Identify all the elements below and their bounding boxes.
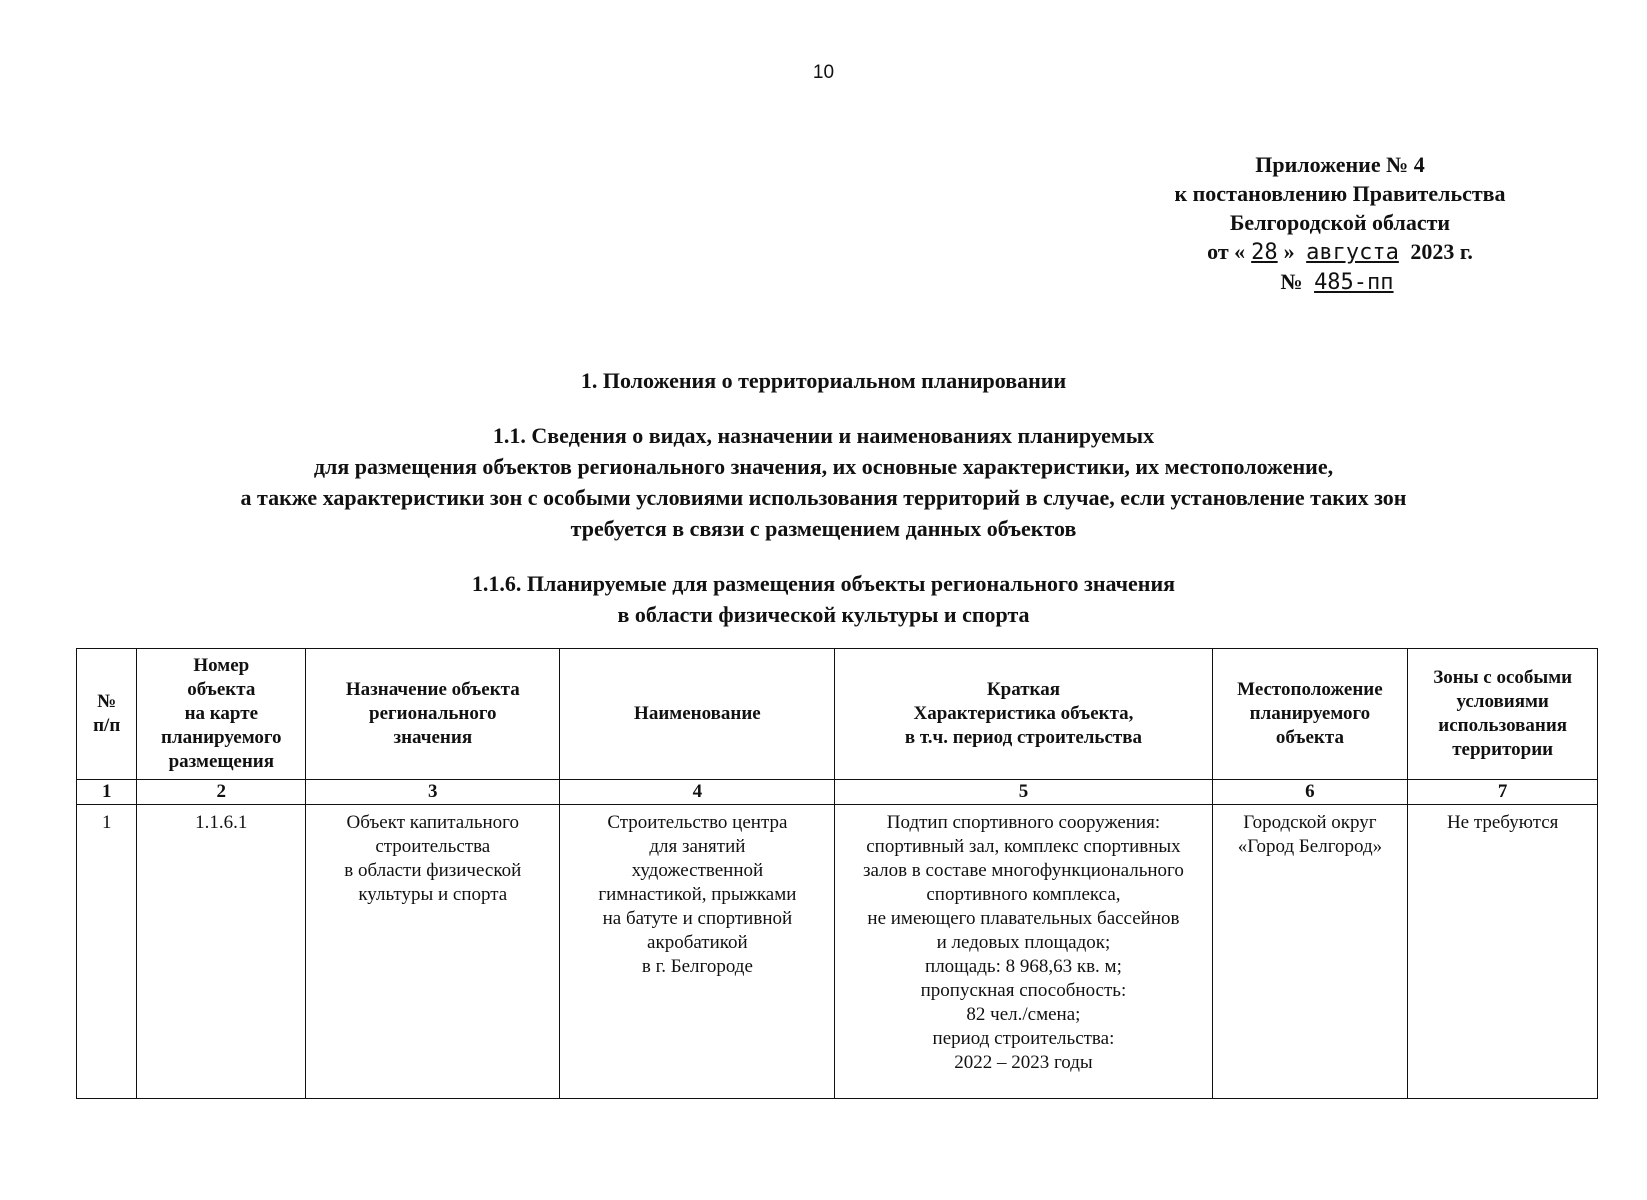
column-header-2 (137, 649, 306, 780)
table-cell-line: культуры и спорта (358, 884, 508, 905)
column-number-4: 4 (560, 780, 835, 805)
date-year: 2023 г. (1410, 239, 1473, 264)
column-header-line: Номер (193, 655, 250, 676)
table-cell-line: строительства (375, 836, 491, 857)
table-cell-line: период строительства: (932, 1028, 1115, 1049)
table-cell-col-2 (137, 805, 306, 1099)
column-header-line: использования (1438, 715, 1568, 736)
table-cell-line: 1.1.6.1 (195, 812, 248, 833)
column-header-line: объекта (1275, 727, 1344, 748)
table-cell-col-5 (835, 805, 1212, 1099)
date-middle: » (1283, 239, 1295, 264)
column-number-5: 5 (835, 780, 1212, 805)
appendix-line-2: к постановлению Правительства (1174, 181, 1506, 206)
column-header-line: размещения (168, 751, 275, 772)
column-number-7: 7 (1408, 780, 1598, 805)
column-header-3 (306, 649, 560, 780)
table-cell-line: в области физической (344, 860, 522, 881)
date-day: 28 (1251, 240, 1278, 265)
column-number-1: 1 (77, 780, 137, 805)
table-cell-line: Строительство центра (607, 812, 788, 833)
table-heading-line: в области физической культуры и спорта (617, 602, 1030, 627)
table-cell-line: Объект капитального (346, 812, 519, 833)
appendix-date (1120, 237, 1560, 267)
column-number-2: 2 (137, 780, 306, 805)
column-header-line: на карте (184, 703, 259, 724)
column-header-line: Краткая (986, 679, 1060, 700)
table-cell-line: не имеющего плавательных бассейнов (867, 908, 1180, 929)
column-header-line: территории (1452, 739, 1554, 760)
column-header-6 (1212, 649, 1408, 780)
table-cell-line: спортивного комплекса, (926, 884, 1121, 905)
appendix-line-3: Белгородской области (1229, 210, 1451, 235)
table-cell-line: Не требуются (1446, 812, 1559, 833)
subsection-heading-line: 1.1. Сведения о видах, назначении и наименованиях планируемых (492, 423, 1155, 448)
appendix-number (1120, 267, 1560, 297)
objects-table (76, 648, 1598, 1099)
column-number-3: 3 (306, 780, 560, 805)
table-cell-line: и ледовых площадок; (936, 932, 1111, 953)
column-header-line: Зоны с особыми (1433, 667, 1573, 688)
number-value: 485-пп (1314, 270, 1394, 295)
table-cell-line: площадь: 8 968,63 кв. м; (925, 956, 1122, 977)
table-heading-line: 1.1.6. Планируемые для размещения объекты регионального значения (471, 571, 1176, 596)
column-number-6: 6 (1212, 780, 1408, 805)
table-cell-line: спортивный зал, комплекс спортивных (866, 836, 1181, 857)
table-cell-line: «Город Белгород» (1237, 836, 1383, 857)
appendix-block (1120, 150, 1560, 297)
column-header-line: Наименование (634, 703, 761, 724)
table-cell-line: акробатикой (647, 932, 748, 953)
table-cell-line: гимнастикой, прыжками (598, 884, 797, 905)
table-cell-line: 1 (101, 812, 112, 833)
table-cell-line: на батуте и спортивной (602, 908, 793, 929)
column-header-line: условиями (1456, 691, 1549, 712)
column-header-7 (1408, 649, 1598, 780)
number-prefix: № (1280, 269, 1303, 294)
table-cell-line: Подтип спортивного сооружения: (886, 812, 1161, 833)
date-month: августа (1306, 240, 1399, 265)
table-cell-col-4 (560, 805, 835, 1099)
column-header-line: планируемого (1249, 703, 1371, 724)
column-header-1 (77, 649, 137, 780)
table-cell-line: залов в составе многофункционального (863, 860, 1184, 881)
column-header-4 (560, 649, 835, 780)
table-cell-line: в г. Белгороде (641, 956, 753, 977)
table-row (77, 805, 1598, 1099)
table-cell-col-1 (77, 805, 137, 1099)
table-cell-line: Городской округ (1243, 812, 1377, 833)
table-cell-col-6 (1212, 805, 1408, 1099)
table-cell-line: 2022 – 2023 годы (954, 1052, 1093, 1073)
column-header-line: № (97, 691, 117, 712)
subsection-heading (0, 420, 1647, 544)
column-header-line: значения (393, 727, 473, 748)
table-body (77, 780, 1598, 1099)
column-header-line: Назначение объекта (345, 679, 520, 700)
column-header-line: Местоположение (1237, 679, 1383, 700)
appendix-title: Приложение № 4 (1255, 152, 1425, 177)
table-header-row (77, 649, 1598, 780)
date-prefix: от « (1207, 239, 1246, 264)
column-header-line: п/п (93, 715, 121, 736)
subsection-heading-line: для размещения объектов регионального значения, их основные характеристики, их местоположение, (313, 454, 1334, 479)
column-header-line: Характеристика объекта, (913, 703, 1134, 724)
table-cell-line: 82 чел./смена; (966, 1004, 1081, 1025)
column-header-line: регионального (369, 703, 497, 724)
column-header-line: планируемого (161, 727, 282, 748)
subsection-heading-line: а также характеристики зон с особыми условиями использования территорий в случае, если установление таких зон (240, 485, 1407, 510)
table-cell-line: художественной (631, 860, 764, 881)
table-heading (0, 568, 1647, 630)
table-cell-col-7 (1408, 805, 1598, 1099)
page-number: 10 (812, 62, 835, 83)
column-header-line: в т.ч. период строительства (904, 727, 1142, 748)
table-cell-line: пропускная способность: (920, 980, 1127, 1001)
objects-table-container (76, 648, 1598, 1099)
column-header-line: объекта (187, 679, 256, 700)
column-number-row (77, 780, 1598, 805)
table-cell-col-3 (306, 805, 560, 1099)
column-header-5 (835, 649, 1212, 780)
table-cell-line: для занятий (649, 836, 746, 857)
section-heading: 1. Положения о территориальном планировании (580, 368, 1067, 393)
subsection-heading-line: требуется в связи с размещением данных объектов (570, 516, 1077, 541)
